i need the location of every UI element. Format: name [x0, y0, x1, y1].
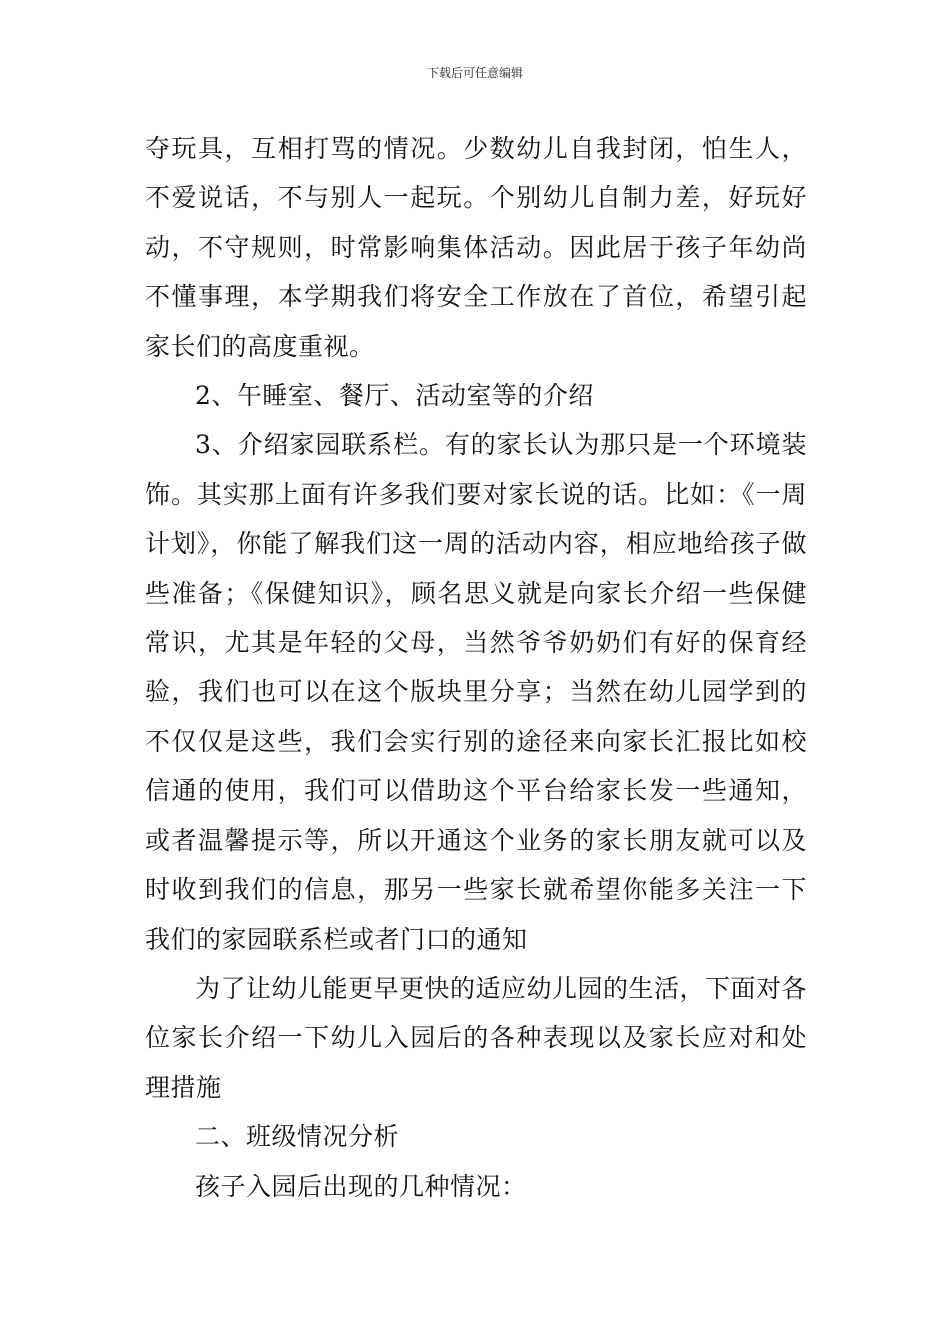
paragraph-1: 夺玩具，互相打骂的情况。少数幼儿自我封闭，怕生人，不爱说话，不与别人一起玩。个别幼儿自制力差，好玩好动，不守规则，时常影响集体活动。因此居于孩子年幼尚不懂事理，本学期我们将安全工作放在了首位，希望引起家长们的高度重视。: [145, 134, 807, 361]
paragraph-2: 2、午睡室、餐厅、活动室等的介绍: [195, 381, 594, 411]
paragraph-6: 孩子入园后出现的几种情况：: [195, 1171, 527, 1201]
document-body: [145, 124, 807, 1211]
paragraph-5-heading: 二、班级情况分析: [195, 1122, 400, 1152]
page-header-note: 下载后可任意编辑: [426, 66, 523, 80]
paragraph-4: 为了让幼儿能更早更快的适应幼儿园的生活，下面对各位家长介绍一下幼儿入园后的各种表现以及家长应对和处理措施: [145, 973, 808, 1102]
paragraph-3: 3、介绍家园联系栏。有的家长认为那只是一个环境装饰。其实那上面有许多我们要对家长说的话。比如：《一周计划》，你能了解我们这一周的活动内容，相应地给孩子做些准备；《保健知识》，顾名思义就是向家长介绍一些保健常识，尤其是年轻的父母，当然爷爷奶奶们有好的保育经验，我们也可以在这个版块里分享；当然在幼儿园学到的不仅仅是这些，我们会实行别的途径来向家长汇报比如校信通的使用，我们可以借助这个平台给家长发一些通知，或者温馨提示等，所以开通这个业务的家长朋友就可以及时收到我们的信息，那另一些家长就希望你能多关注一下我们的家园联系栏或者门口的通知: [145, 430, 807, 954]
